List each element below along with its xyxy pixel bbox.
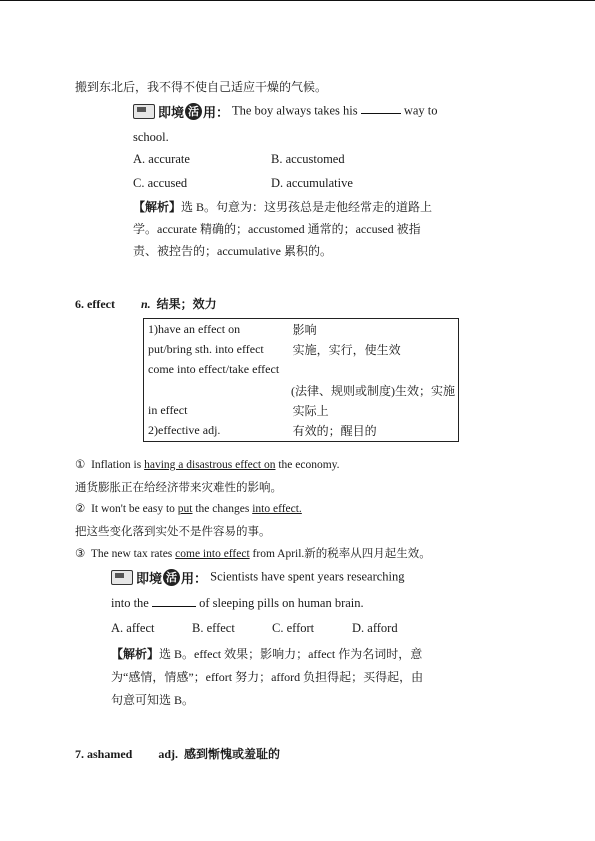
q2-option-c: C. effort [272, 621, 315, 635]
q2-option-d: D. afford [352, 621, 398, 635]
q1-analysis-line1: 【解析】选 B。句意为：这男孩总是走他经常走的道路上 [133, 200, 433, 214]
example-1-cn: 通货膨胀正在给经济带来灾难性的影响。 [75, 482, 282, 494]
example-3: ③ The new tax rates come into effect from April.新的税率从四月起生效。 [75, 548, 431, 560]
q2-option-b: B. effect [192, 621, 235, 635]
q1-option-a: A. accurate [133, 152, 190, 166]
q2-analysis-line2: 为“感情，情感”；effort 努力；afford 负担得起；买得起，由 [111, 670, 424, 684]
q1-stem: 即境 活 用： The boy always takes his way to [133, 102, 438, 121]
answer-blank [361, 103, 401, 114]
answer-blank [152, 596, 196, 607]
book-icon [111, 570, 133, 585]
q2-stem-line2: into the of sleeping pills on human brain. [111, 596, 364, 610]
example-2: ② It won't be easy to put the changes into effect. [75, 503, 302, 515]
q2-analysis-line3: 句意可知选 B。 [111, 693, 195, 707]
q1-analysis-line2: 学。accurate 精确的；accustomed 通常的；accused 被指 [133, 222, 421, 236]
q1-option-b: B. accustomed [271, 152, 345, 166]
q2-option-a: A. affect [111, 621, 155, 635]
section-6-heading: 6. effect n. 结果；效力 [75, 297, 217, 311]
intro-line: 搬到东北后，我不得不使自己适应干燥的气候。 [75, 80, 328, 94]
q1-option-d: D. accumulative [271, 176, 353, 190]
q1-analysis-line3: 责、被控告的；accumulative 累积的。 [133, 244, 332, 258]
q2-analysis-line1: 【解析】选 B。effect 效果；影响力；affect 作为名词时，意 [111, 647, 423, 661]
q1-stem-line2: school. [133, 130, 169, 144]
q1-option-c: C. accused [133, 176, 188, 190]
practice-badge: 即境 活 用： [133, 102, 229, 121]
practice-badge: 即境 活 用： [111, 568, 207, 587]
top-rule [0, 0, 595, 1]
section-7-heading: 7. ashamed adj. 感到惭愧或羞耻的 [75, 747, 281, 761]
q2-stem: 即境 活 用： Scientists have spent years researching [111, 568, 405, 587]
example-1: ① Inflation is having a disastrous effect on the economy. [75, 459, 340, 471]
book-icon [133, 104, 155, 119]
example-2-cn: 把这些变化落到实处不是件容易的事。 [75, 526, 271, 538]
effect-phrase-table: 1)have an effect on 影响 put/bring sth. into effect 实施，实行，使生效 come into effect/take effect (法律、规则或制度)生效；实施 in effect 实际上 2)effective adj. 有效的；醒目的 [143, 318, 459, 442]
